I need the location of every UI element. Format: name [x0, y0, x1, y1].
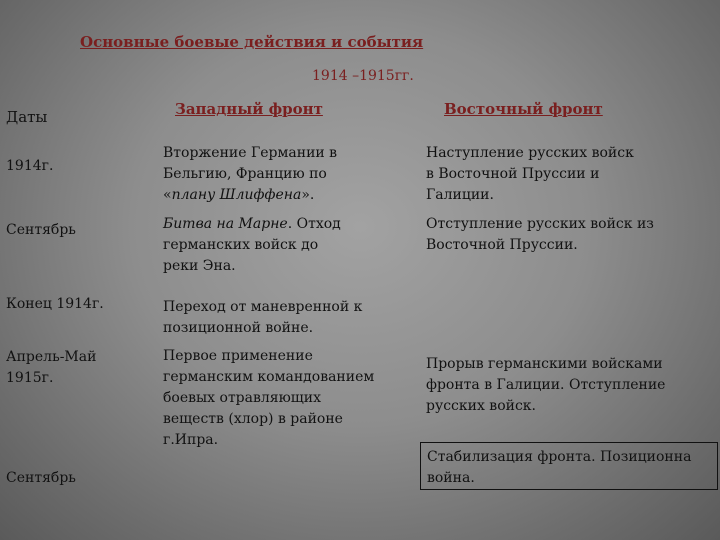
row-5-eastern-line: Стабилизация фронта. Позиционна — [427, 449, 692, 465]
row-2-western-line: германских войск до — [163, 237, 319, 253]
page-title: Основные боевые действия и события — [80, 33, 424, 51]
row-4-western-line: г.Ипра. — [163, 432, 219, 448]
row-5-date: Сентябрь — [6, 470, 76, 486]
row-1-eastern-line: в Восточной Пруссии и — [426, 166, 600, 182]
row-2-eastern — [426, 214, 712, 256]
row-4-eastern-line: Прорыв германскими войсками — [426, 356, 663, 372]
header-western-front: Западный фронт — [175, 100, 323, 118]
row-5-eastern-boxed — [420, 442, 718, 490]
row-1-eastern-line: Галиции. — [426, 187, 494, 203]
row-2-western-line — [163, 214, 403, 235]
row-4-eastern — [426, 354, 712, 417]
row-3-western-line: Переход от маневренной к — [163, 299, 363, 315]
page-subtitle: 1914 –1915гг. — [312, 68, 414, 84]
row-4-western-line: веществ (хлор) в районе — [163, 411, 343, 427]
row-4-date-line: 1915г. — [6, 370, 54, 386]
row-3-western-line: позиционной войне. — [163, 320, 314, 336]
quote-open: « — [163, 187, 172, 203]
row-2-western — [163, 214, 403, 277]
row-2-western-line: реки Эна. — [163, 258, 236, 274]
row-1-western-line: Бельгию, Францию по — [163, 166, 327, 182]
row-3-western — [163, 297, 403, 339]
row-2-western-tail: . Отход — [287, 216, 341, 232]
row-4-western — [163, 346, 403, 451]
row-5-eastern-line: война. — [427, 470, 475, 486]
quote-close: ». — [301, 187, 315, 203]
row-2-eastern-line: Отступление русских войск из — [426, 216, 654, 232]
schlieffen-plan-text: плану Шлиффена — [171, 187, 302, 203]
row-1-date: 1914г. — [6, 158, 54, 174]
row-2-eastern-line: Восточной Пруссии. — [426, 237, 578, 253]
marne-battle-text: Битва на Марне — [163, 216, 288, 232]
header-eastern-front: Восточный фронт — [444, 100, 603, 118]
row-4-eastern-line: фронта в Галиции. Отступление — [426, 377, 666, 393]
row-2-date: Сентябрь — [6, 222, 76, 238]
row-4-date-line: Апрель-Май — [6, 349, 97, 365]
row-4-western-line: германским командованием — [163, 369, 375, 385]
row-1-eastern-line: Наступление русских войск — [426, 145, 634, 161]
row-1-western — [163, 143, 403, 206]
row-4-date — [6, 347, 146, 389]
row-4-western-line: боевых отравляющих — [163, 390, 322, 406]
row-1-western-line: Вторжение Германии в — [163, 145, 338, 161]
row-1-western-line — [163, 185, 403, 206]
row-1-eastern — [426, 143, 712, 206]
header-dates: Даты — [6, 108, 48, 126]
row-4-eastern-line: русских войск. — [426, 398, 536, 414]
row-3-date: Конец 1914г. — [6, 296, 104, 312]
row-4-western-line: Первое применение — [163, 348, 313, 364]
